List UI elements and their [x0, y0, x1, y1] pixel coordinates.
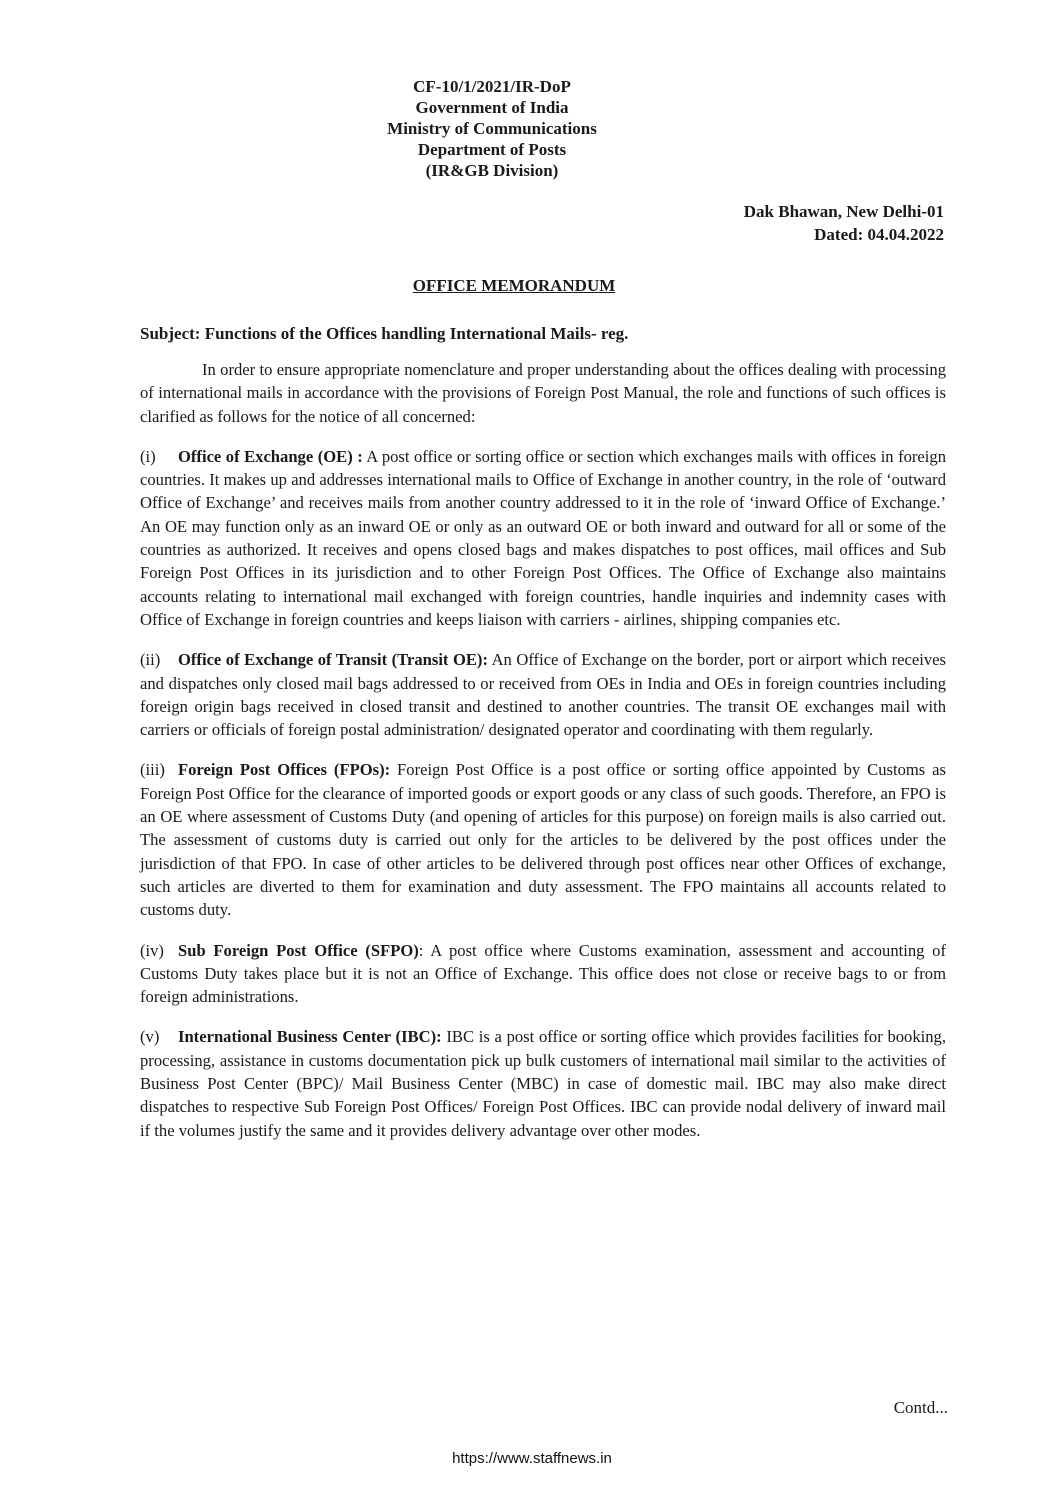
government: Government of India: [415, 98, 569, 117]
division: (IR&GB Division): [425, 161, 559, 180]
intro-paragraph: In order to ensure appropriate nomenclature and proper understanding about the offices dealing with processing of international mails in accordance with the provisions of Foreign Post Manual, the role and functions of such offices is clarified as follows for the notice of all concerned:: [140, 360, 946, 426]
item-text: Foreign Post Office is a post office or sorting office appointed by Customs as Foreign Post Office for the clearance of imported goods or export goods or any class of such goods. Therefore, an FPO is an OE where assessment of Customs Duty (and opening of articles for this purpose) on foreign mails is also carried out. The assessment of customs duty is carried out only for the articles to be delivered by the post offices under the jurisdiction of that FPO. In case of other articles to be delivered through post offices near other Offices of exchange, such articles are diverted to them for examination and duty assessment. The FPO maintains all accounts related to customs duty.: [140, 760, 946, 920]
item-paragraph: [140, 758, 946, 921]
item-text: An Office of Exchange on the border, port or airport which receives and dispatches only closed mail bags addressed to or received from OEs in India and OEs in foreign countries including foreign origin bags received in closed transit and destined to another countries. The transit OE exchanges mail with carriers or officials of foreign postal administration/ designated operator and coordinating with them regularly.: [140, 650, 947, 740]
item-number: (iii): [140, 760, 165, 780]
continued-marker: Contd...: [893, 1398, 948, 1417]
memo-title-text: OFFICE MEMORANDUM: [412, 276, 616, 295]
item-term: Office of Exchange of Transit (Transit OE):: [178, 650, 488, 670]
item-number: (ii): [140, 650, 161, 670]
letterhead: [0, 76, 1064, 181]
date: Dated: 04.04.2022: [814, 225, 944, 244]
file-number: CF-10/1/2021/IR-DoP: [413, 77, 571, 96]
subject-line: Subject: Functions of the Offices handling International Mails- reg.: [140, 324, 629, 343]
item-text: : A post office where Customs examination, assessment and accounting of Customs Duty takes place but it is not an Office of Exchange. This office does not close or receive bags to or from foreign administrations.: [140, 940, 946, 1007]
item-paragraph: [140, 445, 946, 631]
item-text: A post office or sorting office or section which exchanges mails with offices in foreign countries. It makes up and addresses international mails to Office of Exchange in another country, in the role of ‘outward Office of Exchange’ and receives mails from another country addressed to it in the role of ‘inward Office of Exchange.’ An OE may function only as an inward OE or only as an outward OE or both inward and outward for all or some of the countries as authorized. It receives and opens closed bags and makes dispatches to post offices, mail offices and Sub Foreign Post Offices in its jurisdiction and to other Foreign Post Offices. The Office of Exchange also maintains accounts relating to international mail exchanged with foreign countries, handle inquiries and indemnity cases with Office of Exchange in foreign countries and keeps liaison with carriers - airlines, shipping companies etc.: [140, 446, 946, 629]
item-text: IBC is a post office or sorting office which provides facilities for booking, processing, assistance in customs documentation pick up bulk customers of international mail similar to the activities of Business Post Center (BPC)/ Mail Business Center (MBC) in case of domestic mail. IBC may also make direct dispatches to respective Sub Foreign Post Offices/ Foreign Post Offices. IBC can provide nodal delivery of inward mail if the volumes justify the same and it provides delivery advantage over other modes.: [140, 1027, 946, 1140]
item-paragraph: [140, 648, 946, 741]
item-term: Sub Foreign Post Office (SFPO): [178, 940, 419, 960]
memo-title: [0, 276, 1064, 296]
item-number: (iv): [140, 940, 164, 960]
item-number: (v): [140, 1027, 160, 1047]
item-term: International Business Center (IBC):: [178, 1027, 442, 1047]
item-paragraph: [140, 1025, 946, 1141]
item-term: Foreign Post Offices (FPOs):: [178, 760, 391, 780]
footer-url: https://www.staffnews.in: [452, 1450, 612, 1467]
place: Dak Bhawan, New Delhi-01: [743, 202, 944, 221]
department: Department of Posts: [417, 140, 567, 159]
item-paragraph: [140, 939, 946, 1009]
item-term: Office of Exchange (OE) :: [178, 446, 363, 466]
ministry: Ministry of Communications: [387, 119, 597, 138]
memo-body: [140, 358, 946, 1159]
item-number: (i): [140, 446, 156, 466]
place-date-block: [744, 200, 944, 246]
